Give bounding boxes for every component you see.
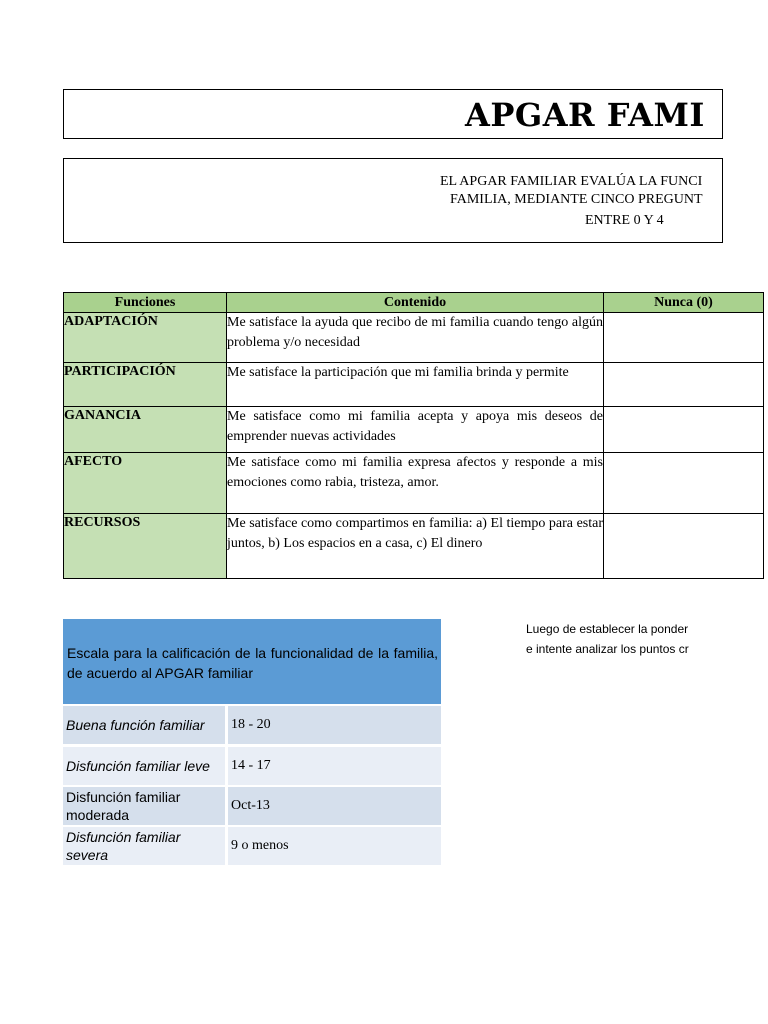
escala-value: 18 - 20 — [228, 706, 441, 744]
nunca-cell[interactable] — [604, 453, 764, 514]
header-funciones: Funciones — [64, 293, 227, 313]
nunca-cell[interactable] — [604, 363, 764, 407]
contenido-cell: Me satisface la ayuda que recibo de mi familia cuando tengo algún problema y/o necesidad — [227, 313, 604, 363]
table-row — [64, 313, 764, 363]
description-box — [63, 158, 723, 243]
escala-label: Buena función familiar — [63, 706, 225, 744]
page-title: APGAR FAMI — [465, 96, 705, 134]
escala-row — [63, 827, 441, 865]
side-note-line-2: e intente analizar los puntos cr — [526, 642, 689, 656]
title-box — [63, 89, 723, 139]
contenido-cell: Me satisface la participación que mi familia brinda y permite — [227, 363, 604, 407]
apgar-table — [63, 292, 764, 579]
escala-label: Disfunción familiar moderada — [63, 787, 225, 825]
table-row — [64, 514, 764, 579]
side-note — [526, 619, 689, 659]
nunca-cell[interactable] — [604, 313, 764, 363]
funcion-cell: AFECTO — [64, 453, 227, 514]
contenido-cell: Me satisface como mi familia expresa afectos y responde a mis emociones como rabia, tristeza, amor. — [227, 453, 604, 514]
table-row — [64, 453, 764, 514]
table-header-row — [64, 293, 764, 313]
table-row — [64, 407, 764, 453]
funcion-cell: RECURSOS — [64, 514, 227, 579]
description-line-1: EL APGAR FAMILIAR EVALÚA LA FUNCI — [440, 174, 703, 189]
escala-row — [63, 747, 441, 785]
escala-row — [63, 706, 441, 744]
escala-row — [63, 787, 441, 825]
contenido-cell: Me satisface como mi familia acepta y apoya mis deseos de emprender nuevas actividades — [227, 407, 604, 453]
escala-label: Disfunción familiar leve — [63, 747, 225, 785]
funcion-cell: ADAPTACIÓN — [64, 313, 227, 363]
escala-value: 14 - 17 — [228, 747, 441, 785]
header-nunca: Nunca (0) — [604, 293, 764, 313]
escala-value: Oct-13 — [228, 787, 441, 825]
description-line-2: FAMILIA, MEDIANTE CINCO PREGUNT — [450, 192, 703, 207]
table-row — [64, 363, 764, 407]
escala-value: 9 o menos — [228, 827, 441, 865]
funcion-cell: PARTICIPACIÓN — [64, 363, 227, 407]
header-contenido: Contenido — [227, 293, 604, 313]
description-line-3: ENTRE 0 Y 4 — [585, 213, 664, 228]
nunca-cell[interactable] — [604, 407, 764, 453]
contenido-cell: Me satisface como compartimos en familia: a) El tiempo para estar juntos, b) Los espacios en a casa, c) El dinero — [227, 514, 604, 579]
escala-label: Disfunción familiar severa — [63, 827, 225, 865]
escala-header: Escala para la calificación de la funcionalidad de la familia, de acuerdo al APGAR familiar — [63, 619, 441, 704]
funcion-cell: GANANCIA — [64, 407, 227, 453]
side-note-line-1: Luego de establecer la ponder — [526, 622, 689, 636]
nunca-cell[interactable] — [604, 514, 764, 579]
